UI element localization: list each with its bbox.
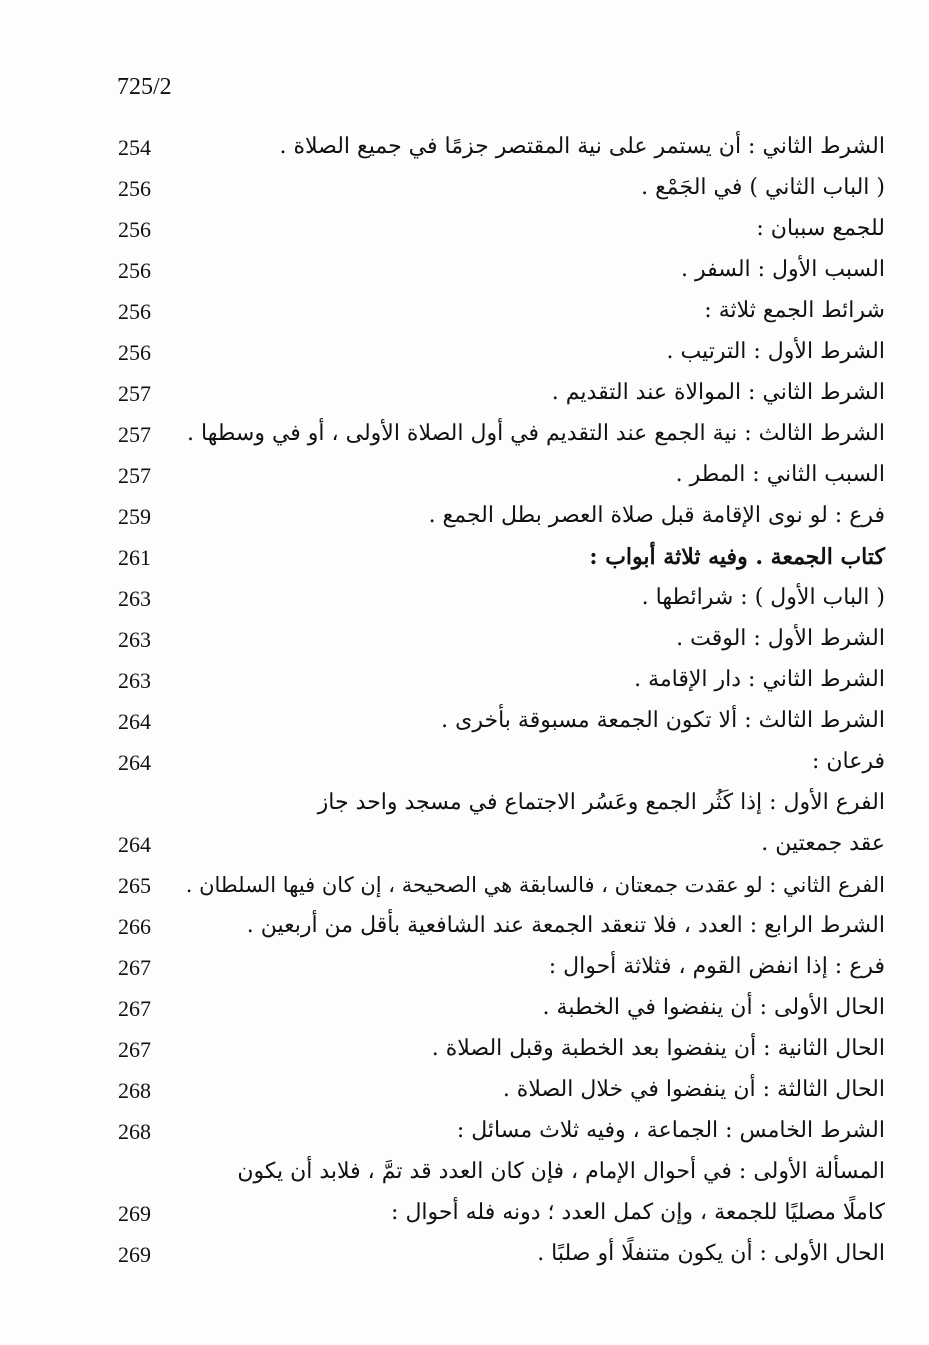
toc-entry xyxy=(0,739,929,780)
toc-entry-page: 264 xyxy=(118,832,151,857)
toc-entry xyxy=(0,1067,929,1108)
toc-entry xyxy=(0,124,929,165)
toc-entry-page: 267 xyxy=(118,955,151,980)
toc-entry-text: ( الباب الأول ) : شرائطها . xyxy=(641,585,885,610)
toc-entry-text: الحال الأولى : أن ينفضوا في الخطبة . xyxy=(542,995,885,1020)
toc-entry-text: للجمع سببان : xyxy=(756,216,885,241)
toc-entry xyxy=(0,698,929,739)
toc-entry xyxy=(0,657,929,698)
toc-entry-page: 254 xyxy=(118,135,151,160)
toc-entry xyxy=(0,575,929,616)
toc-entry xyxy=(0,780,929,821)
toc-entry-text: السبب الثاني : المطر . xyxy=(675,462,885,487)
toc-entry-page: 268 xyxy=(118,1119,151,1144)
toc-entry xyxy=(0,288,929,329)
toc-entry-page: 266 xyxy=(118,914,151,939)
toc-entry xyxy=(0,903,929,944)
toc-entry-text: الحال الثانية : أن ينفضوا بعد الخطبة وقبل الصلاة . xyxy=(431,1036,885,1061)
toc-entry xyxy=(0,1190,929,1231)
toc-entry xyxy=(0,370,929,411)
toc-entry-page: 267 xyxy=(118,1037,151,1062)
page-reference: 725/2 xyxy=(117,74,172,100)
toc-entry-page: 263 xyxy=(118,627,151,652)
toc-entry-page: 263 xyxy=(118,668,151,693)
toc-entry xyxy=(0,493,929,534)
toc-entry xyxy=(0,1026,929,1067)
toc-entry-page: 259 xyxy=(118,504,151,529)
toc-entry-text: السبب الأول : السفر . xyxy=(680,257,885,282)
toc-entry-text: شرائط الجمع ثلاثة : xyxy=(704,298,885,323)
toc-entry-text: الشرط الثاني : الموالاة عند التقديم . xyxy=(551,380,885,405)
toc-entry xyxy=(0,206,929,247)
toc-entry xyxy=(0,1231,929,1272)
toc-entry-text: فرعان : xyxy=(811,749,885,774)
toc-entry-book-heading xyxy=(0,534,929,575)
toc-entry-text: عقد جمعتين . xyxy=(761,831,885,856)
toc-entry-text: الفرع الأول : إذا كَثُر الجمع وعَسُر الاجتماع في مسجد واحد جاز xyxy=(317,790,885,815)
toc-entry-text: ( الباب الثاني ) في الجَمْع . xyxy=(641,175,885,200)
toc-entry xyxy=(0,247,929,288)
toc-entry-page: 267 xyxy=(118,996,151,1021)
toc-entry-page: 261 xyxy=(118,545,151,570)
toc-entry xyxy=(0,616,929,657)
toc-entry xyxy=(0,821,929,862)
toc-entry-text: الشرط الثاني : أن يستمر على نية المقتصر جزمًا في جميع الصلاة . xyxy=(279,134,885,159)
toc-entry-text: الشرط الأول : الوقت . xyxy=(676,626,885,651)
toc-entry-page: 256 xyxy=(118,299,151,324)
toc-entry-text: فرع : لو نوى الإقامة قبل صلاة العصر بطل الجمع . xyxy=(428,503,885,528)
toc-entry-page: 264 xyxy=(118,709,151,734)
toc-entry xyxy=(0,329,929,370)
toc-entry-text: فرع : إذا انفض القوم ، فثلاثة أحوال : xyxy=(548,954,885,979)
toc-entry-text: الحال الأولى : أن يكون متنفلًا أو صلبًا . xyxy=(537,1241,885,1266)
toc-entry xyxy=(0,1108,929,1149)
toc-entry-text: كاملًا مصليًا للجمعة ، وإن كمل العدد ؛ دونه فله أحوال : xyxy=(391,1200,885,1225)
toc-entry-page: 256 xyxy=(118,258,151,283)
toc-entry-page: 257 xyxy=(118,422,151,447)
toc-entry-text: الشرط الثالث : نية الجمع عند التقديم في أول الصلاة الأولى ، أو في وسطها . xyxy=(187,421,885,446)
toc-entry xyxy=(0,1149,929,1190)
toc-entry-page: 256 xyxy=(118,217,151,242)
toc-entry-text: المسألة الأولى : في أحوال الإمام ، فإن كان العدد قد تمَّ ، فلابد أن يكون xyxy=(237,1159,885,1184)
table-of-contents xyxy=(0,124,929,1272)
toc-entry-page: 268 xyxy=(118,1078,151,1103)
toc-entry-text: الشرط الخامس : الجماعة ، وفيه ثلاث مسائل : xyxy=(456,1118,885,1143)
toc-entry-page: 269 xyxy=(118,1201,151,1226)
toc-entry xyxy=(0,411,929,452)
toc-entry-page: 256 xyxy=(118,176,151,201)
toc-entry-text: الشرط الرابع : العدد ، فلا تنعقد الجمعة عند الشافعية بأقل من أربعين . xyxy=(246,913,885,938)
toc-entry-text: الشرط الثاني : دار الإقامة . xyxy=(634,667,885,692)
toc-entry-page: 264 xyxy=(118,750,151,775)
toc-entry-text: الشرط الثالث : ألا تكون الجمعة مسبوقة بأخرى . xyxy=(441,708,885,733)
toc-entry xyxy=(0,985,929,1026)
toc-entry-page: 265 xyxy=(118,873,151,898)
toc-entry xyxy=(0,944,929,985)
toc-entry-text: الفرع الثاني : لو عقدت جمعتان ، فالسابقة هي الصحيحة ، إن كان فيها السلطان . xyxy=(185,873,885,897)
toc-entry xyxy=(0,452,929,493)
toc-entry xyxy=(0,862,929,903)
toc-entry xyxy=(0,165,929,206)
toc-entry-text: كتاب الجمعة . وفيه ثلاثة أبواب : xyxy=(589,544,885,570)
toc-entry-page: 257 xyxy=(118,463,151,488)
toc-entry-page: 269 xyxy=(118,1242,151,1267)
toc-entry-page: 257 xyxy=(118,381,151,406)
toc-entry-page: 256 xyxy=(118,340,151,365)
toc-entry-text: الشرط الأول : الترتيب . xyxy=(666,339,885,364)
toc-entry-text: الحال الثالثة : أن ينفضوا في خلال الصلاة . xyxy=(502,1077,885,1102)
toc-entry-page: 263 xyxy=(118,586,151,611)
